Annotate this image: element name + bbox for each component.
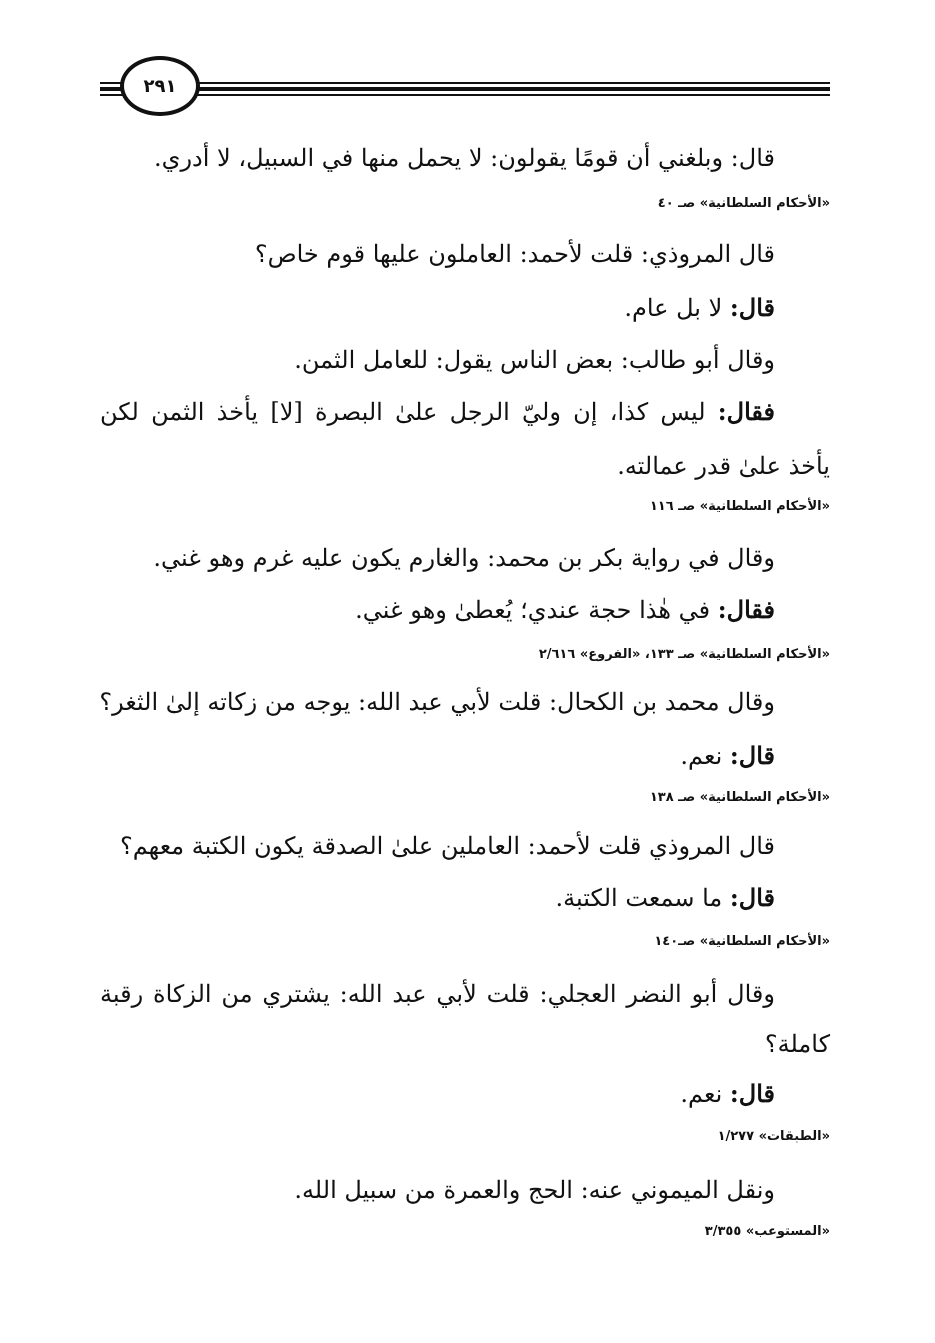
- text-line: [100, 234, 830, 274]
- text-line: [100, 1074, 830, 1114]
- text-line: [100, 826, 830, 866]
- line-text: وقال أبو طالب: بعض الناس يقول: للعامل الثمن.: [294, 346, 775, 374]
- text-line: [100, 590, 830, 630]
- source-reference: «المستوعب» ٣/٣٥٥: [704, 1224, 830, 1239]
- line-text: ونقل الميموني عنه: الحج والعمرة من سبيل الله.: [294, 1176, 775, 1204]
- line-text: وقال محمد بن الكحال: قلت لأبي عبد الله: يوجه من زكاته إلىٰ الثغر؟: [99, 688, 775, 716]
- text-line: [100, 974, 830, 1014]
- speaker-label: قال:: [729, 883, 775, 912]
- speaker-label: فقال:: [717, 397, 775, 426]
- line-text: وقال في رواية بكر بن محمد: والغارم يكون عليه غرم وهو غني.: [153, 544, 775, 572]
- line-text: نعم.: [680, 1080, 730, 1108]
- text-line: [100, 1170, 830, 1210]
- source-reference: «الأحكام السلطانية» صـ ٤٠: [657, 196, 830, 211]
- line-text: في هٰذا حجة عندي؛ يُعطىٰ وهو غني.: [355, 596, 718, 624]
- page-number: ٢٩١: [143, 75, 177, 97]
- text-line: [100, 538, 830, 578]
- line-text: ليس كذا، إن وليّ الرجل علىٰ البصرة [لا] يأخذ الثمن لكن: [100, 398, 718, 426]
- page-number-badge: [120, 56, 200, 116]
- source-reference: «الأحكام السلطانية» صـ ١١٦: [649, 499, 830, 514]
- source-reference: «الأحكام السلطانية» صـ ١٣٣، «الفروع» ٢/٦١٦: [538, 647, 830, 662]
- line-text: نعم.: [680, 742, 730, 770]
- speaker-label: قال:: [729, 293, 775, 322]
- text-line: [100, 392, 830, 432]
- speaker-label: فقال:: [717, 595, 775, 624]
- speaker-label: قال:: [729, 741, 775, 770]
- speaker-label: قال:: [729, 1079, 775, 1108]
- source-reference: «الأحكام السلطانية» صـ١٤٠: [654, 934, 830, 949]
- text-line: [100, 736, 830, 776]
- line-text: قال المروذي قلت لأحمد: العاملين علىٰ الصدقة يكون الكتبة معهم؟: [119, 832, 775, 860]
- source-reference: «الطبقات» ١/٢٧٧: [717, 1129, 830, 1144]
- line-text: كاملة؟: [764, 1030, 830, 1058]
- header-rule-bottom: [100, 94, 830, 96]
- text-line: [100, 446, 830, 486]
- header-rule-middle: [100, 87, 830, 91]
- text-line: [100, 138, 830, 178]
- line-text: قال المروذي: قلت لأحمد: العاملون عليها قوم خاص؟: [254, 240, 775, 268]
- text-line: [100, 288, 830, 328]
- line-text: ما سمعت الكتبة.: [555, 884, 730, 912]
- header-rule-top: [100, 82, 830, 84]
- line-text: يأخذ علىٰ قدر عمالته.: [617, 452, 830, 480]
- line-text: وقال أبو النضر العجلي: قلت لأبي عبد الله: يشتري من الزكاة رقبة: [100, 980, 775, 1008]
- source-reference: «الأحكام السلطانية» صـ ١٣٨: [649, 790, 830, 805]
- page-header: [100, 52, 830, 132]
- text-line: [100, 1024, 830, 1064]
- line-text: قال: وبلغني أن قومًا يقولون: لا يحمل منها في السبيل، لا أدري.: [154, 144, 775, 172]
- line-text: لا بل عام.: [624, 294, 730, 322]
- text-line: [100, 340, 830, 380]
- text-line: [100, 878, 830, 918]
- text-line: [100, 682, 830, 722]
